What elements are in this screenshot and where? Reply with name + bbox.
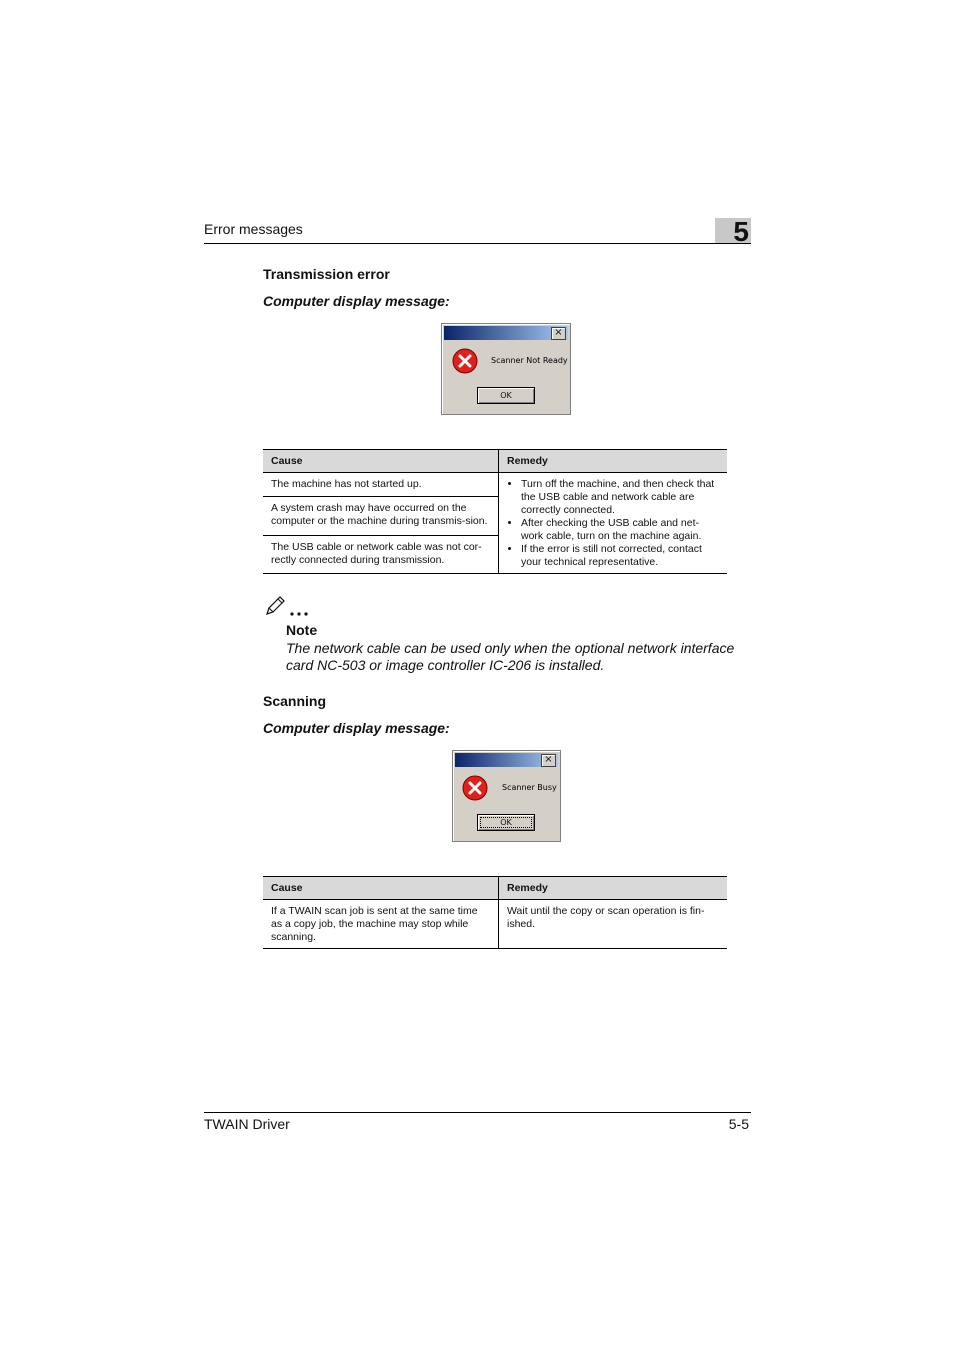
cause-cell: The machine has not started up. bbox=[263, 473, 499, 497]
table-header-row bbox=[263, 450, 727, 473]
dialog-close-button[interactable]: × bbox=[551, 327, 566, 340]
cause-remedy-table-scanning bbox=[263, 876, 727, 949]
dialog-titlebar bbox=[444, 326, 568, 340]
footer-doc-title: TWAIN Driver bbox=[204, 1116, 290, 1132]
subheading-display-message: Computer display message: bbox=[263, 720, 450, 736]
remedy-list bbox=[507, 478, 719, 569]
table-header-row bbox=[263, 877, 727, 900]
error-icon bbox=[452, 348, 478, 374]
cause-cell: The USB cable or network cable was not cor-rectly connected during transmission. bbox=[263, 535, 499, 573]
ok-button[interactable]: OK bbox=[477, 387, 535, 404]
remedy-item: • Turn off the machine, and then check that the USB cable and network cable are correctly connected. bbox=[521, 478, 719, 517]
dialog-message: Scanner Busy bbox=[502, 783, 557, 792]
cause-cell: If a TWAIN scan job is sent at the same time as a copy job, the machine may stop while scanning. bbox=[263, 900, 499, 949]
column-header-remedy: Remedy bbox=[499, 877, 728, 900]
error-icon bbox=[462, 775, 488, 801]
page-number: 5-5 bbox=[728, 1116, 749, 1132]
dialog-message: Scanner Not Ready bbox=[491, 356, 568, 365]
column-header-cause: Cause bbox=[263, 877, 499, 900]
page-header bbox=[204, 216, 751, 247]
header-title: Error messages bbox=[204, 221, 303, 237]
chapter-box bbox=[715, 216, 751, 247]
ok-button[interactable]: OK bbox=[477, 814, 535, 831]
pencil-note-icon bbox=[264, 594, 312, 618]
page-footer bbox=[204, 1112, 751, 1132]
dialog-close-button[interactable]: × bbox=[541, 754, 556, 767]
remedy-cell: Wait until the copy or scan operation is fin-ished. bbox=[499, 900, 728, 949]
remedy-item: • If the error is still not corrected, contact your technical representative. bbox=[521, 543, 719, 569]
remedy-cell bbox=[499, 473, 728, 574]
remedy-item: • After checking the USB cable and net-work cable, turn on the machine again. bbox=[521, 517, 719, 543]
note-title: Note bbox=[286, 622, 318, 638]
error-dialog-not-ready bbox=[441, 323, 571, 415]
table-row bbox=[263, 900, 727, 949]
dialog-titlebar bbox=[455, 753, 558, 767]
cause-cell: A system crash may have occurred on the computer or the machine during transmis-sion. bbox=[263, 497, 499, 535]
section-heading-scanning: Scanning bbox=[263, 693, 327, 709]
column-header-cause: Cause bbox=[263, 450, 499, 473]
cause-remedy-table-transmission bbox=[263, 449, 727, 574]
note-text: The network cable can be used only when the optional network interface card NC-503 or image controller IC-206 is installed. bbox=[286, 640, 735, 673]
column-header-remedy: Remedy bbox=[499, 450, 728, 473]
subheading-display-message: Computer display message: bbox=[263, 293, 450, 309]
error-dialog-busy bbox=[452, 750, 561, 842]
chapter-number: 5 bbox=[733, 216, 749, 247]
section-heading-transmission: Transmission error bbox=[263, 266, 390, 282]
table-row bbox=[263, 473, 727, 497]
